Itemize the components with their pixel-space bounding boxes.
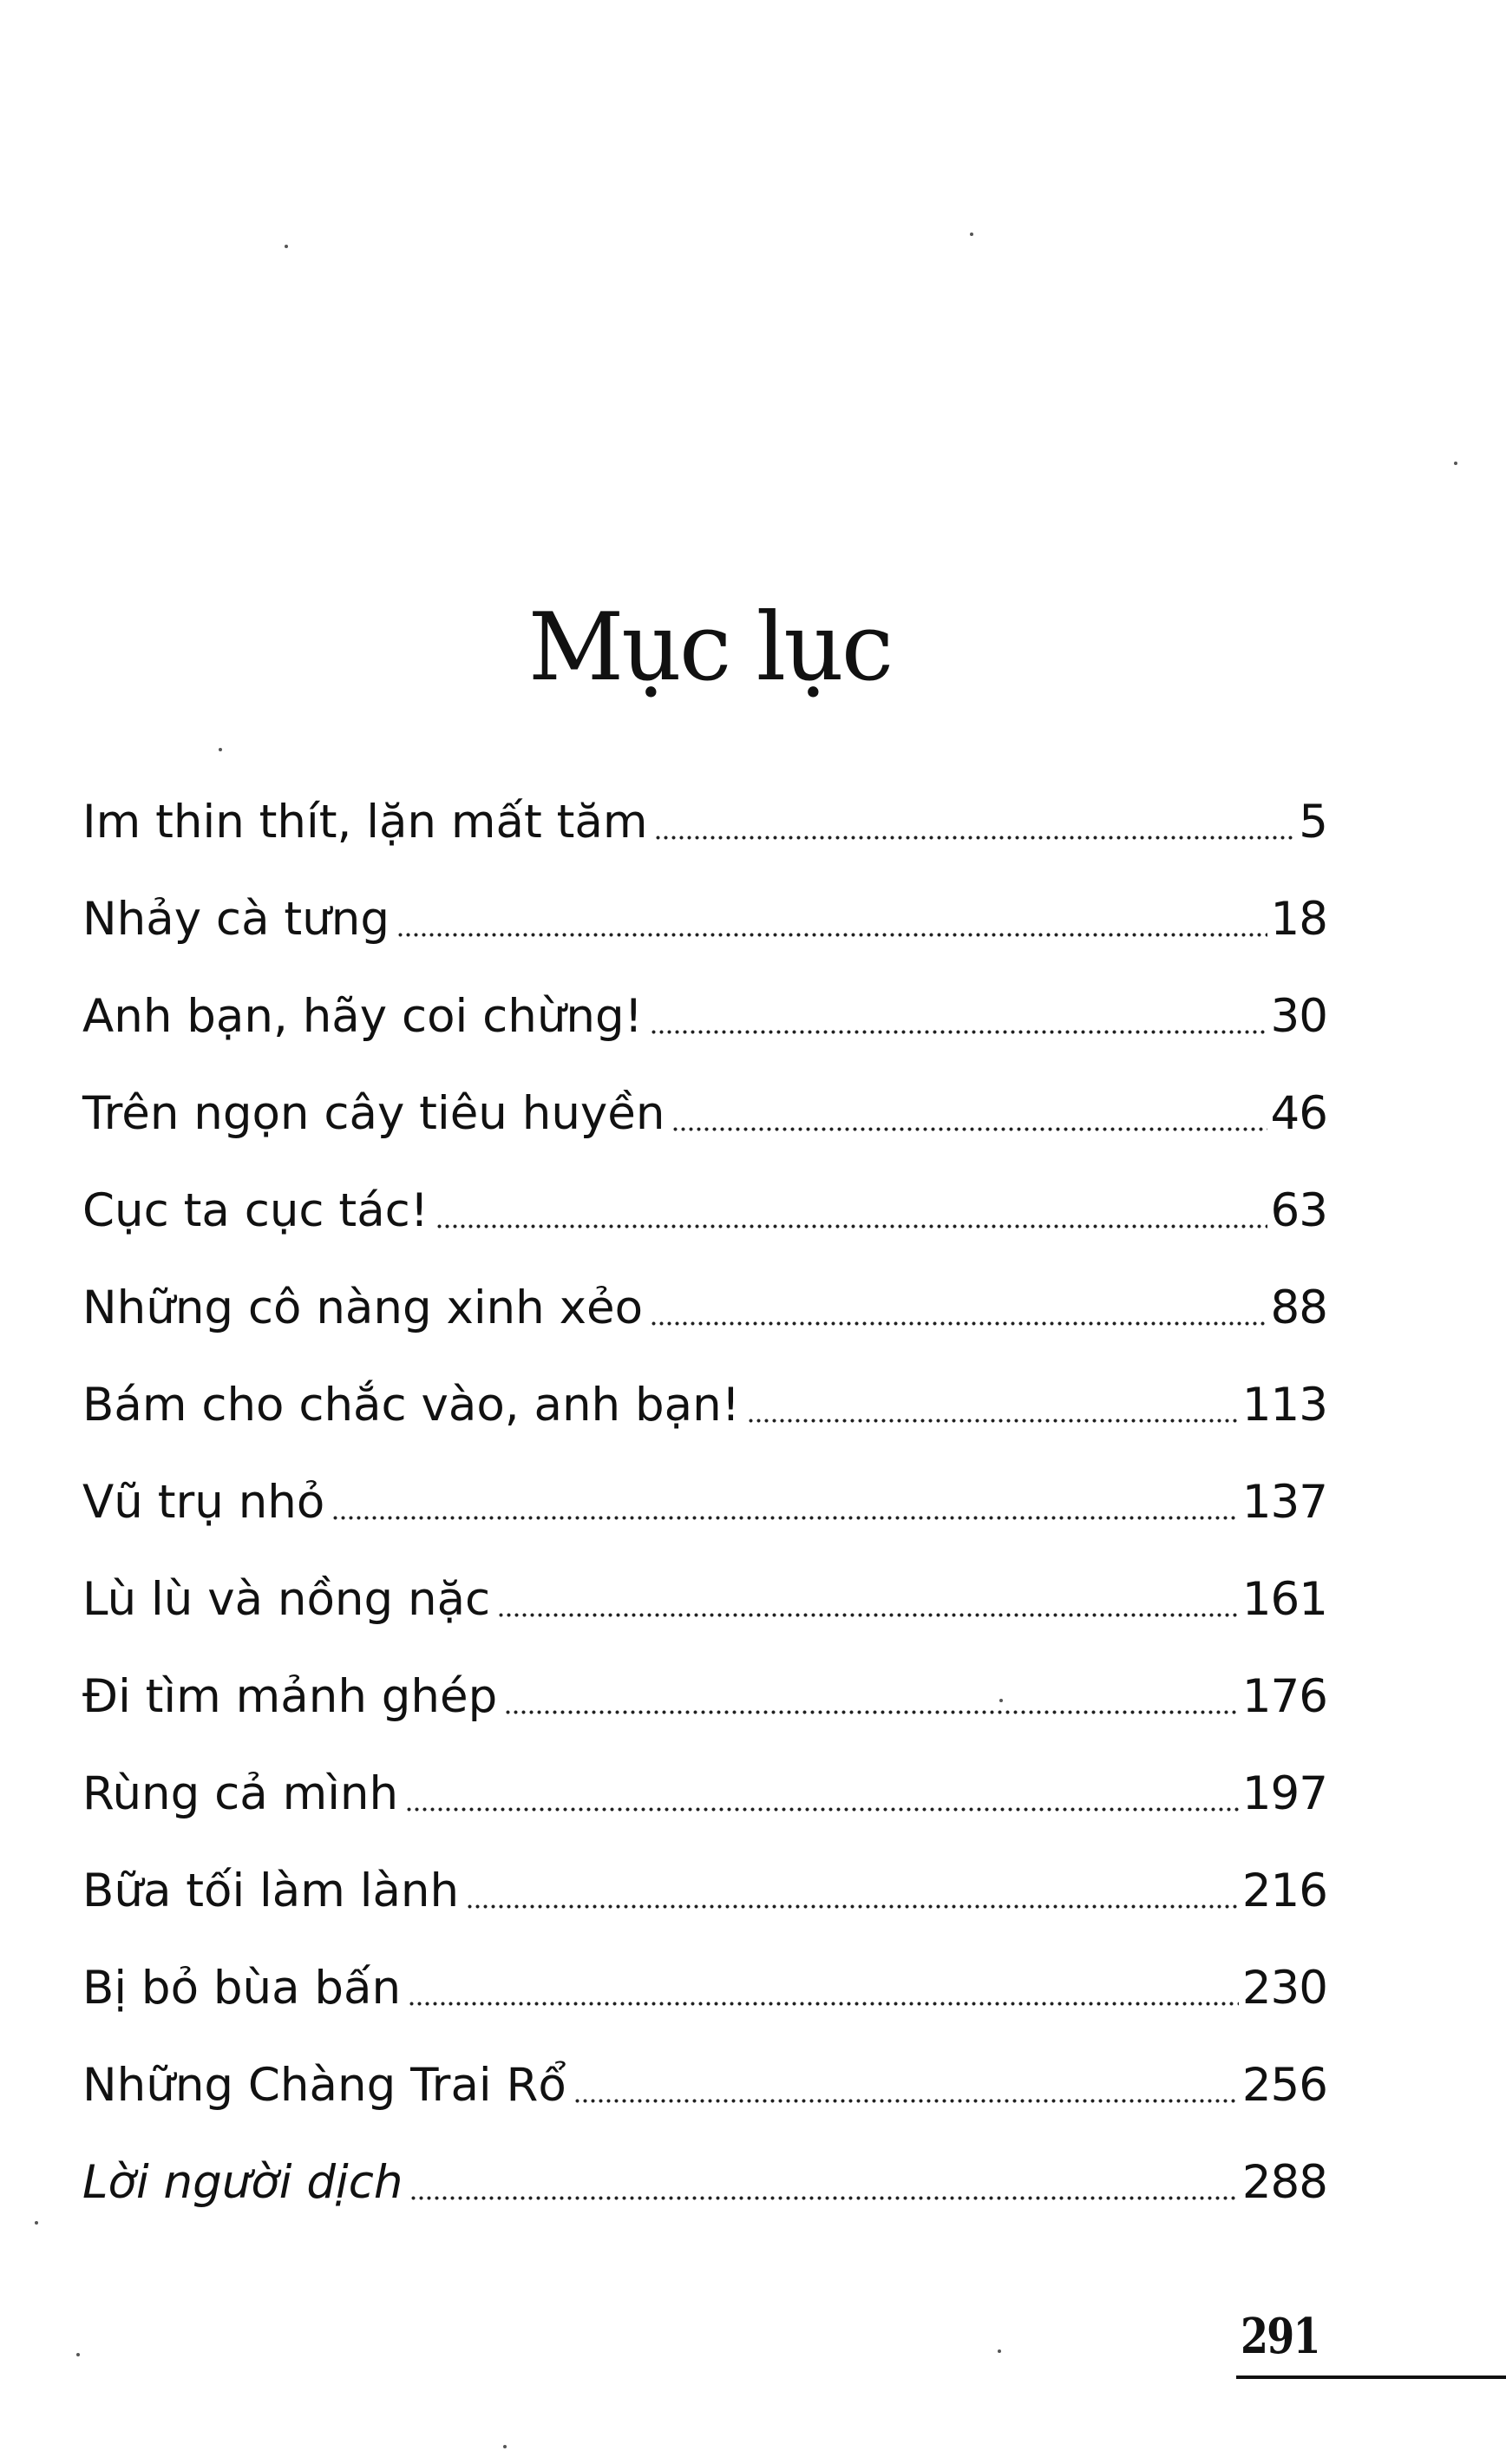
toc-entry[interactable] — [82, 1072, 1327, 1142]
toc-entry[interactable] — [82, 1753, 1327, 1822]
toc-entry-page: 18 — [1270, 893, 1327, 946]
toc-entry[interactable] — [82, 1461, 1327, 1530]
paper-speck — [999, 1699, 1003, 1702]
toc-entry[interactable] — [82, 2044, 1327, 2113]
toc-entry[interactable] — [82, 781, 1327, 850]
toc-entry-title: Những Chàng Trai Rổ — [82, 2059, 566, 2112]
toc-entry-page: 161 — [1241, 1573, 1327, 1626]
paper-speck — [285, 245, 288, 248]
toc-entry-title: Bị bỏ bùa bấn — [82, 1962, 402, 2015]
toc-entry[interactable] — [82, 1655, 1327, 1725]
toc-entry[interactable] — [82, 878, 1327, 947]
toc-entry-title: Bữa tối làm lành — [82, 1864, 460, 1917]
toc-entry-title: Những cô nàng xinh xẻo — [82, 1281, 643, 1334]
paper-speck — [998, 2349, 1001, 2353]
dot-leader — [654, 836, 1295, 840]
paper-speck — [1454, 462, 1457, 465]
toc-entry-page: 113 — [1241, 1379, 1327, 1432]
toc-entry-title: Im thin thít, lặn mất tăm — [82, 796, 648, 849]
dot-leader — [747, 1419, 1239, 1423]
toc-entry-title: Rùng cả mình — [82, 1767, 399, 1820]
dot-leader — [396, 933, 1267, 937]
toc-entry[interactable] — [82, 1170, 1327, 1239]
toc-entry-page: 46 — [1270, 1087, 1327, 1140]
toc-entry-title: Bám cho chắc vào, anh bạn! — [82, 1379, 740, 1432]
toc-entry-page: 288 — [1241, 2156, 1327, 2209]
toc-entry-title: Trên ngọn cây tiêu huyền — [82, 1087, 665, 1140]
toc-entry[interactable] — [82, 1364, 1327, 1433]
dot-leader — [671, 1127, 1267, 1131]
toc-entry-page: 137 — [1241, 1476, 1327, 1529]
toc-entry-page: 176 — [1241, 1670, 1327, 1723]
toc-entry-page: 63 — [1270, 1184, 1327, 1237]
dot-leader — [435, 1224, 1267, 1229]
dot-leader — [331, 1516, 1239, 1520]
paper-speck — [35, 2221, 38, 2225]
paper-speck — [970, 233, 973, 236]
toc-entry-page: 197 — [1241, 1767, 1327, 1820]
dot-leader — [409, 2196, 1238, 2200]
dot-leader — [573, 2099, 1239, 2103]
paper-speck — [219, 748, 222, 751]
paper-speck — [76, 2353, 80, 2356]
toc-entry[interactable] — [82, 2141, 1327, 2211]
toc-entry-title: Anh bạn, hãy coi chừng! — [82, 990, 643, 1043]
page-number: 291 — [1241, 2308, 1319, 2365]
dot-leader — [405, 1807, 1239, 1812]
toc-entry-page: 230 — [1241, 1962, 1327, 2015]
toc-entry[interactable] — [82, 975, 1327, 1045]
dot-leader — [504, 1710, 1239, 1714]
toc-entry-title: Vũ trụ nhỏ — [82, 1476, 325, 1529]
dot-leader — [650, 1321, 1267, 1326]
toc-entry-title: Đi tìm mảnh ghép — [82, 1670, 498, 1723]
toc-entry[interactable] — [82, 1850, 1327, 1919]
toc-entry[interactable] — [82, 1267, 1327, 1336]
paper-speck — [503, 2445, 507, 2448]
toc-entry-page: 88 — [1270, 1281, 1327, 1334]
page-number-rule — [1236, 2376, 1506, 2379]
toc-entry-title: Lời người dịch — [82, 2156, 403, 2209]
toc-entry-page: 216 — [1241, 1864, 1327, 1917]
toc-entry-title: Lù lù và nồng nặc — [82, 1573, 491, 1626]
toc-entry-page: 256 — [1241, 2059, 1327, 2112]
toc-entry-title: Cục ta cục tác! — [82, 1184, 429, 1237]
toc-entry-page: 30 — [1270, 990, 1327, 1043]
page-title: Mục lục — [527, 593, 892, 703]
dot-leader — [650, 1030, 1267, 1034]
toc-entry-title: Nhảy cà tưng — [82, 893, 390, 946]
toc-entry[interactable] — [82, 1947, 1327, 2016]
toc-entry[interactable] — [82, 1558, 1327, 1628]
dot-leader — [497, 1613, 1239, 1617]
dot-leader — [408, 2002, 1239, 2006]
toc-entry-page: 5 — [1299, 796, 1327, 849]
dot-leader — [466, 1904, 1239, 1909]
